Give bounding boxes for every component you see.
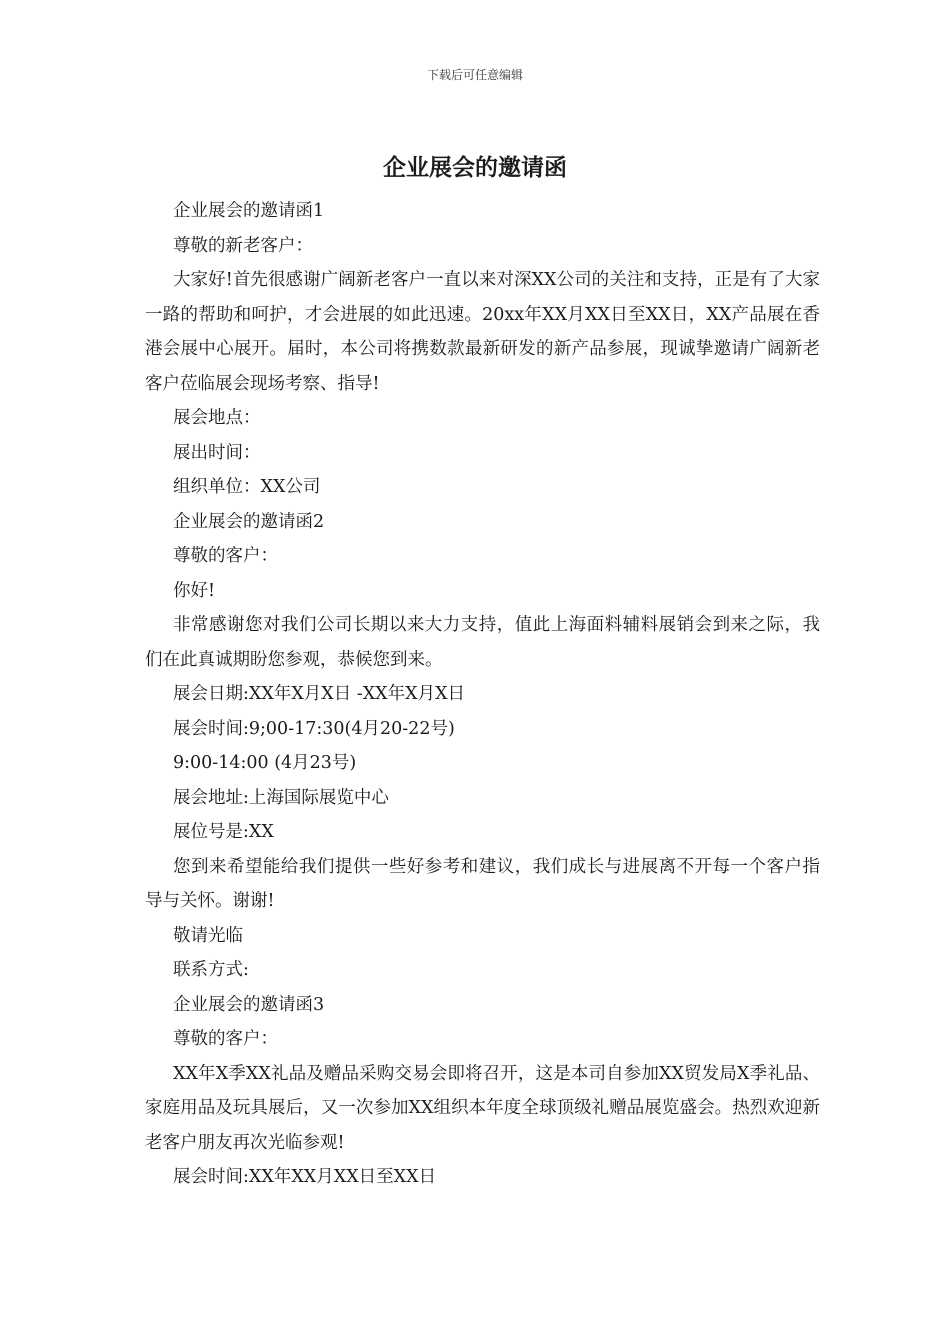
paragraph-greeting: 尊敬的客户： xyxy=(173,546,278,566)
paragraph-closing: 敬请光临 xyxy=(173,925,243,946)
paragraph-hello: 你好! xyxy=(173,580,216,601)
paragraph-address: 展会地址:上海国际展览中心 xyxy=(173,787,389,808)
document-body xyxy=(145,194,820,1195)
paragraph-time: 展会时间:XX年XX月XX日至XX日 xyxy=(173,1167,437,1187)
paragraph-location: 展会地点： xyxy=(173,408,261,428)
paragraph-greeting: 尊敬的新老客户： xyxy=(173,235,313,256)
paragraph-body: 大家好!首先很感谢广阔新老客户一直以来对深XX公司的关注和支持，正是有了大家一路的帮助和呵护，才会进展的如此迅速。20xx年XX月XX日至XX日，XX产品展在香港会展中心展开。届时，本公司将携数款最新研发的新产品参展，现诚挚邀请广阔新老客户莅临展会现场考察、指导! xyxy=(145,270,820,394)
paragraph-contact: 联系方式: xyxy=(173,960,249,980)
paragraph-hours-last-day: 9:00-14:00 (4月23号) xyxy=(173,753,357,773)
paragraph-letter2-heading: 企业展会的邀请函2 xyxy=(173,511,325,532)
document-title: 企业展会的邀请函 xyxy=(383,154,567,181)
paragraph-body: 非常感谢您对我们公司长期以来大力支持，值此上海面料辅料展销会到来之际，我们在此真诚期盼您参观，恭候您到来。 xyxy=(145,615,820,670)
paragraph-dates: 展会日期:XX年X月X日 -XX年X月X日 xyxy=(173,684,466,704)
paragraph-organizer: 组织单位：XX公司 xyxy=(173,477,321,497)
paragraph-time: 展出时间： xyxy=(173,442,261,463)
paragraph-letter3-heading: 企业展会的邀请函3 xyxy=(173,994,325,1015)
page-header-note: 下载后可任意编辑 xyxy=(426,68,523,82)
paragraph-greeting: 尊敬的客户： xyxy=(173,1029,278,1049)
paragraph-letter1-heading: 企业展会的邀请函1 xyxy=(173,201,325,221)
paragraph-hours: 展会时间:9;00-17:30(4月20-22号) xyxy=(173,718,455,739)
paragraph-body: 您到来希望能给我们提供一些好参考和建议，我们成长与进展离不开每一个客户指导与关怀。谢谢! xyxy=(145,856,820,911)
paragraph-body: XX年X季XX礼品及赠品采购交易会即将召开，这是本司自参加XX贸发局X季礼品、家庭用品及玩具展后，又一次参加XX组织本年度全球顶级礼赠品展览盛会。热烈欢迎新老客户朋友再次光临参观! xyxy=(145,1063,820,1153)
paragraph-booth: 展位号是:XX xyxy=(173,822,274,842)
